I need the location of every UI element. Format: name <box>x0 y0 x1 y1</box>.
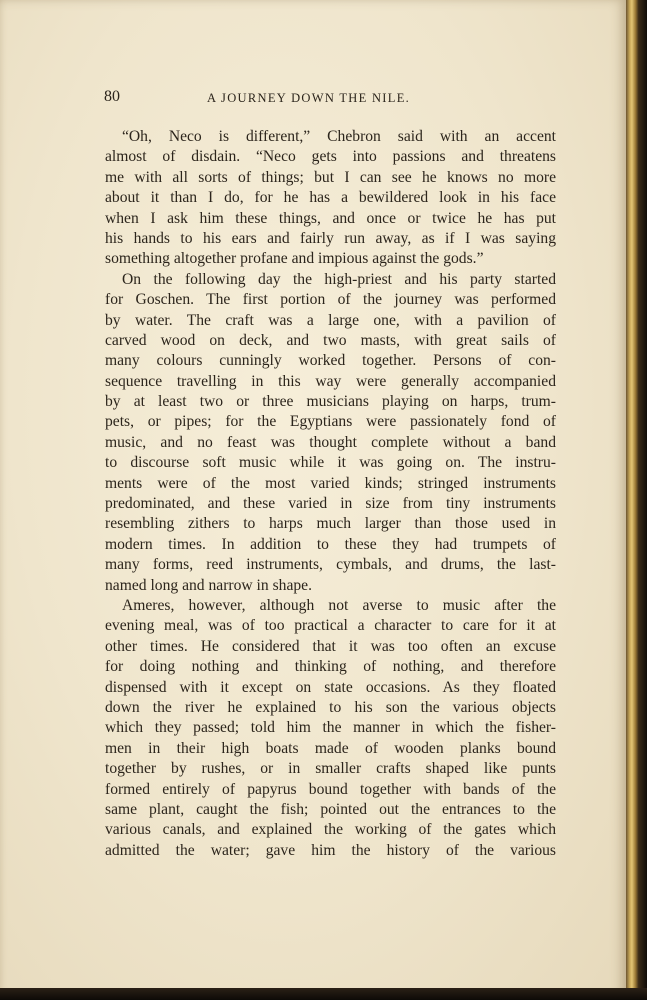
text-line: by water. The craft was a large one, with a pavilion of <box>105 311 556 329</box>
text-line: dispensed with it except on state occasions. As they floated <box>105 678 556 696</box>
paragraph <box>105 127 556 270</box>
text-line: predominated, and these varied in size from tiny instruments <box>105 495 556 513</box>
text-line: his hands to his ears and fairly run away, as if I was saying <box>105 229 556 247</box>
text-line: carved wood on deck, and two masts, with great sails of <box>105 331 556 349</box>
paragraph <box>105 270 556 596</box>
text-line: other times. He considered that it was too often an excuse <box>105 637 556 655</box>
book-spine-edge <box>626 0 647 1000</box>
text-line: for Goschen. The first portion of the journey was performed <box>105 291 556 309</box>
text-line: together by rushes, or in smaller crafts shaped like punts <box>105 760 556 778</box>
text-line: On the following day the high-priest and his party started <box>122 270 556 288</box>
running-title: A JOURNEY DOWN THE NILE. <box>207 91 411 105</box>
text-line: when I ask him these things, and once or twice he has put <box>105 209 556 227</box>
text-line: admitted the water; gave him the history of the various <box>105 841 556 859</box>
text-line: various canals, and explained the working of the gates which <box>105 821 556 839</box>
text-line: formed entirely of papyrus bound together with bands of the <box>105 780 556 798</box>
text-line: by at least two or three musicians playing on harps, trum- <box>105 393 556 411</box>
text-line: something altogether profane and impious against the gods.” <box>105 250 484 268</box>
text-line: sequence travelling in this way were generally accompanied <box>105 372 556 390</box>
text-line: named long and narrow in shape. <box>105 576 312 594</box>
text-line: almost of disdain. “Neco gets into passions and threatens <box>105 148 556 166</box>
text-line: “Oh, Neco is different,” Chebron said with an accent <box>122 128 556 145</box>
text-line: for doing nothing and thinking of nothing, and therefore <box>105 658 556 676</box>
page-bottom-edge <box>0 988 647 1000</box>
text-line: down the river he explained to his son the various objects <box>105 698 556 716</box>
text-line: men in their high boats made of wooden planks bound <box>105 739 556 757</box>
text-line: about it than I do, for he has a bewildered look in his face <box>105 189 556 207</box>
text-line: to discourse soft music while it was going on. The instru- <box>105 454 556 472</box>
text-line: which they passed; told him the manner in which the fisher- <box>105 719 556 737</box>
page-header <box>0 88 626 112</box>
text-line: modern times. In addition to these they had trumpets of <box>105 535 556 553</box>
text-line: evening meal, was of too practical a character to care for it at <box>105 617 556 635</box>
text-line: music, and no feast was thought complete without a band <box>105 433 556 451</box>
text-line: ments were of the most varied kinds; stringed instruments <box>105 474 556 492</box>
text-line: resembling zithers to harps much larger than those used in <box>105 515 556 533</box>
text-line: pets, or pipes; for the Egyptians were passionately fond of <box>105 413 556 431</box>
page-number: 80 <box>104 88 120 105</box>
text-line: Ameres, however, although not averse to music after the <box>122 596 556 614</box>
text-line: many forms, reed instruments, cymbals, and drums, the last- <box>105 556 556 574</box>
text-line: me with all sorts of things; but I can see he knows no more <box>105 168 556 186</box>
text-line: same plant, caught the fish; pointed out the entrances to the <box>105 800 556 818</box>
paragraph <box>105 596 556 861</box>
text-line: many colours cunningly worked together. Persons of con- <box>105 352 556 370</box>
body-text <box>105 127 556 861</box>
